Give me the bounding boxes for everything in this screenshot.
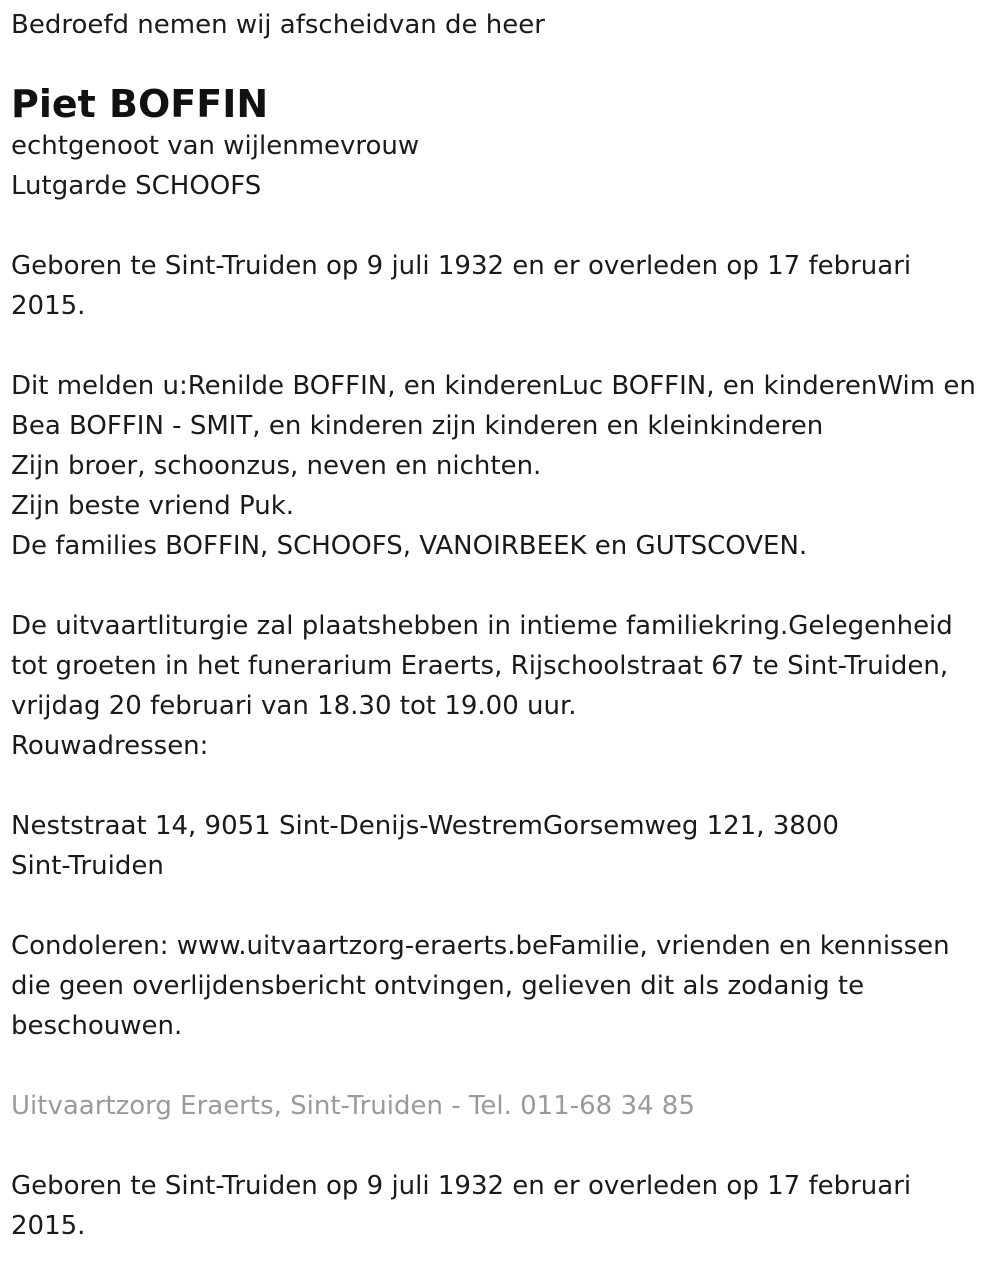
condolence-line: beschouwen. — [11, 1011, 183, 1041]
undertaker-contact: Uitvaartzorg Eraerts, Sint-Truiden - Tel. 011-68 34 85 — [11, 1091, 695, 1121]
birth-death-line: Geboren te Sint-Truiden op 9 juli 1932 en er overleden op 17 februari — [11, 1171, 912, 1201]
funeral-line: De uitvaartliturgie zal plaatshebben in intieme familiekring.Gelegenheid — [11, 611, 953, 641]
spacer — [11, 206, 993, 246]
condolence-paragraph — [11, 926, 993, 1046]
spacer — [11, 326, 993, 366]
family-line: Zijn beste vriend Puk. — [11, 491, 295, 521]
condolence-line: die geen overlijdensbericht ontvingen, gelieven dit als zodanig te — [11, 971, 865, 1001]
spacer — [11, 1126, 993, 1166]
funeral-paragraph — [11, 606, 993, 766]
condolence-line: Condoleren: www.uitvaartzorg-eraerts.beFamilie, vrienden en kennissen — [11, 931, 950, 961]
intro-text: Bedroefd nemen wij afscheidvan de heer — [11, 10, 545, 40]
address-line: Neststraat 14, 9051 Sint-Denijs-WestremGorsemweg 121, 3800 — [11, 811, 839, 841]
spacer — [11, 886, 993, 926]
address-paragraph — [11, 806, 993, 886]
family-paragraph — [11, 366, 993, 566]
spacer — [11, 566, 993, 606]
address-line: Sint-Truiden — [11, 851, 164, 881]
birth-death-paragraph — [11, 246, 993, 326]
spacer — [11, 1046, 993, 1086]
family-line: Zijn broer, schoonzus, neven en nichten. — [11, 451, 542, 481]
repeat-birth-death-paragraph — [11, 1166, 993, 1246]
spouse-line: echtgenoot van wijlenmevrouw — [11, 131, 420, 161]
birth-death-line: 2015. — [11, 291, 86, 321]
obituary-notice — [11, 0, 993, 1246]
spacer — [11, 766, 993, 806]
deceased-name: Piet BOFFIN — [11, 82, 269, 126]
family-line: De families BOFFIN, SCHOOFS, VANOIRBEEK en GUTSCOVEN. — [11, 531, 808, 561]
birth-death-line: 2015. — [11, 1211, 86, 1241]
funeral-line: tot groeten in het funerarium Eraerts, Rijschoolstraat 67 te Sint-Truiden, — [11, 651, 949, 681]
family-line: Bea BOFFIN - SMIT, en kinderen zijn kinderen en kleinkinderen — [11, 411, 824, 441]
spouse-name: Lutgarde SCHOOFS — [11, 171, 262, 201]
family-line: Dit melden u:Renilde BOFFIN, en kinderenLuc BOFFIN, en kinderenWim en — [11, 371, 976, 401]
birth-death-line: Geboren te Sint-Truiden op 9 juli 1932 en er overleden op 17 februari — [11, 251, 912, 281]
funeral-line: vrijdag 20 februari van 18.30 tot 19.00 uur. — [11, 691, 577, 721]
funeral-line: Rouwadressen: — [11, 731, 209, 761]
